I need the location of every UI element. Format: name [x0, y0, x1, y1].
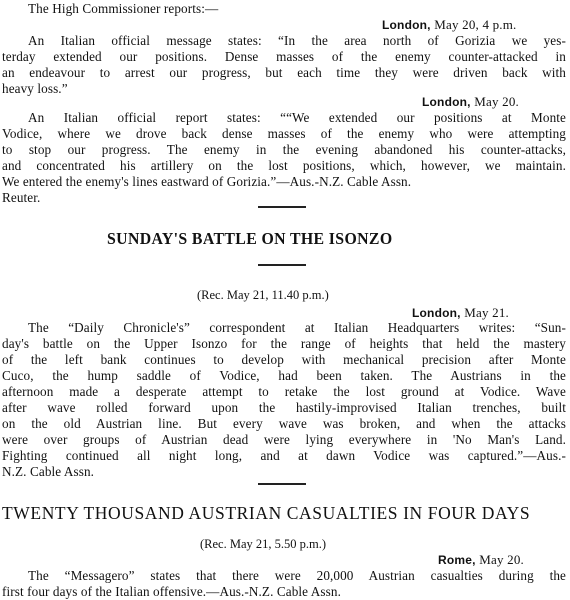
para1-line-1: An Italian official message states: “In the area north of Gorizia we yes- — [28, 33, 566, 48]
dateline-place: London, — [382, 18, 431, 32]
para1-line-2: terday extended our positions. Dense masses of the enemy counter-attacked in — [2, 49, 566, 64]
para3-line-7: on the old Austrian line. But every wave was broken, and when the attacks — [2, 416, 566, 431]
para4-line-2: first four days of the Italian offensive.—Aus.-N.Z. Cable Assn. — [2, 584, 341, 599]
para3-line-2: day's battle on the Upper Isonzo for the range of heights that held the mastery — [2, 336, 566, 351]
para2-line-5: We entered the enemy's lines eastward of Gorizia.”—Aus.-N.Z. Cable Assn. — [2, 174, 412, 189]
dateline-london-1 — [382, 17, 517, 33]
para3-line-3: of the left bank continues to develop with mechanical precision after Monte — [2, 352, 566, 367]
section-divider-1 — [258, 206, 306, 208]
para3-line-5: afternoon made a desperate attempt to retake the lost ground at Vodice. Wave — [2, 384, 566, 399]
headline-twenty-thousand: TWENTY THOUSAND AUSTRIAN CASUALTIES IN FOUR DAYS — [2, 503, 531, 523]
dateline-place: London, — [422, 95, 471, 109]
intro-line: The High Commissioner reports:— — [28, 1, 219, 16]
section-divider-3 — [258, 483, 306, 485]
para3-line-1: The “Daily Chronicle's” correspondent at Italian Headquarters writes: “Sun- — [28, 320, 566, 335]
para2-line-4: and concentrated his artillery on the lost positions, which, however, we maintain. — [2, 158, 566, 173]
section-divider-2 — [258, 264, 306, 266]
para2-line-2: Vodice, where we drove back dense masses of the enemy who were attempting — [2, 126, 566, 141]
dateline-rome — [438, 552, 524, 568]
dateline-date: May 21. — [464, 305, 509, 320]
para2-line-1: An Italian official report states: ““We extended our positions at Monte — [28, 110, 566, 125]
dateline-date: May 20, 4 p.m. — [434, 17, 517, 32]
para3-line-8: were over groups of Austrian dead were lying everywhere in 'No Man's Land. — [2, 432, 566, 447]
received-time-2: (Rec. May 21, 5.50 p.m.) — [200, 537, 327, 551]
dateline-london-3 — [412, 305, 509, 321]
para1-line-3: an endeavour to arrest our progress, but each time they were driven back with — [2, 65, 566, 80]
para1-line-4: heavy loss.” — [2, 81, 68, 96]
dateline-london-2 — [422, 94, 519, 110]
dateline-date: May 20. — [479, 552, 524, 567]
para3-line-10: N.Z. Cable Assn. — [2, 464, 95, 479]
headline-sundays-battle: SUNDAY'S BATTLE ON THE ISONZO — [107, 229, 393, 248]
para3-line-9: Fighting continued all night long, and at dawn Vodice was captured.”—Aus.- — [2, 448, 566, 463]
dateline-place: Rome, — [438, 553, 476, 567]
para4-line-1: The “Messagero” states that there were 20,000 Austrian casualties during the — [28, 568, 566, 583]
dateline-place: London, — [412, 306, 461, 320]
para2-line-6: Reuter. — [2, 190, 41, 205]
para3-line-6: after wave rolled forward upon the hastily-improvised Italian trenches, built — [2, 400, 566, 415]
received-time-1: (Rec. May 21, 11.40 p.m.) — [197, 288, 329, 302]
para2-line-3: to stop our progress. The enemy in the evening abandoned his counter-attacks, — [2, 142, 566, 157]
para3-line-4: Cuco, the hump saddle of Vodice, had been taken. The Austrians in the — [2, 368, 566, 383]
dateline-date: May 20. — [474, 94, 519, 109]
